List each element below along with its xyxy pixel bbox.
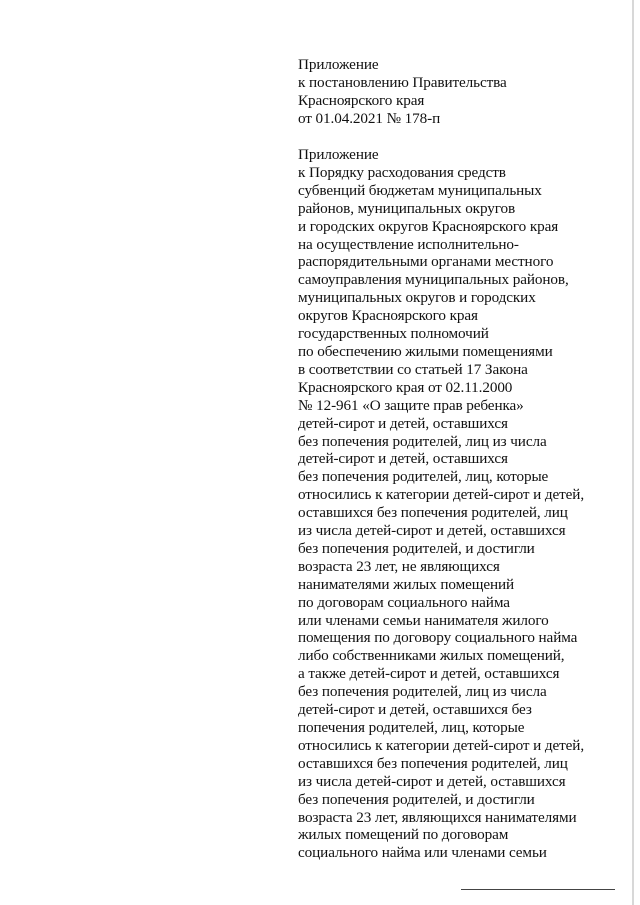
text-line: оставшихся без попечения родителей, лиц [298,504,568,522]
text-line: детей-сирот и детей, оставшихся [298,414,508,432]
text-line: из числа детей-сирот и детей, оставшихся [298,522,566,540]
text-line: нанимателями жилых помещений [298,575,515,593]
text-line: возраста 23 лет, являющихся нанимателями [298,808,577,826]
text-line: № 12-961 «О защите прав ребенка» [298,396,524,414]
text-line: относились к категории детей-сирот и детей, [298,736,585,754]
text-line: детей-сирот и детей, оставшихся [298,450,508,468]
text-line: либо собственниками жилых помещений, [298,647,565,665]
text-line: из числа детей-сирот и детей, оставшихся [298,772,566,790]
text-line: по договорам социального найма [298,593,510,611]
text-line: без попечения родителей, и достигли [298,790,535,808]
text-line: Красноярского края от 02.11.2000 [298,378,513,396]
text-line: и городских округов Красноярского края [298,217,559,235]
text-line: без попечения родителей, лиц из числа [298,683,547,701]
text-line: государственных полномочий [298,325,489,343]
text-line: распорядительными органами местного [298,253,554,271]
footer-rule-line [461,889,615,890]
appendix-header-government [298,56,628,128]
text-line: муниципальных округов и городских [298,289,536,307]
page-edge-shadow [632,0,634,905]
text-line: к Порядку расходования средств [298,163,506,181]
text-line: Приложение [298,146,379,163]
text-line: оставшихся без попечения родителей, лиц [298,754,568,772]
text-line: субвенций бюджетам муниципальных [298,181,542,199]
text-line: возраста 23 лет, не являющихся [298,557,500,575]
text-line: без попечения родителей, лиц, которые [298,468,549,486]
text-line: без попечения родителей, лиц из числа [298,432,547,450]
text-line: на осуществление исполнительно- [298,235,519,253]
text-line: относились к категории детей-сирот и детей, [298,486,585,504]
text-line: самоуправления муниципальных районов, [298,271,569,289]
text-line: детей-сирот и детей, оставшихся без [298,701,532,719]
text-line: Приложение [298,56,379,73]
text-line: к постановлению Правительства [298,73,507,91]
text-line: помещения по договору социального найма [298,629,578,647]
text-line: округов Красноярского края [298,307,478,325]
text-line: по обеспечению жилыми помещениями [298,342,553,360]
text-line: от 01.04.2021 № 178-п [298,109,441,127]
text-line: жилых помещений по договорам [298,826,509,844]
text-line: районов, муниципальных округов [298,199,516,217]
text-line: Красноярского края [298,91,425,109]
text-line: попечения родителей, лиц, которые [298,719,525,736]
text-line: а также детей-сирот и детей, оставшихся [298,665,560,683]
text-line: или членами семьи нанимателя жилого [298,611,549,629]
text-line: в соответствии со статьей 17 Закона [298,360,528,378]
text-line: без попечения родителей, и достигли [298,539,535,557]
text-line: социального найма или членами семьи [298,844,547,862]
appendix-header-procedure [298,146,628,862]
